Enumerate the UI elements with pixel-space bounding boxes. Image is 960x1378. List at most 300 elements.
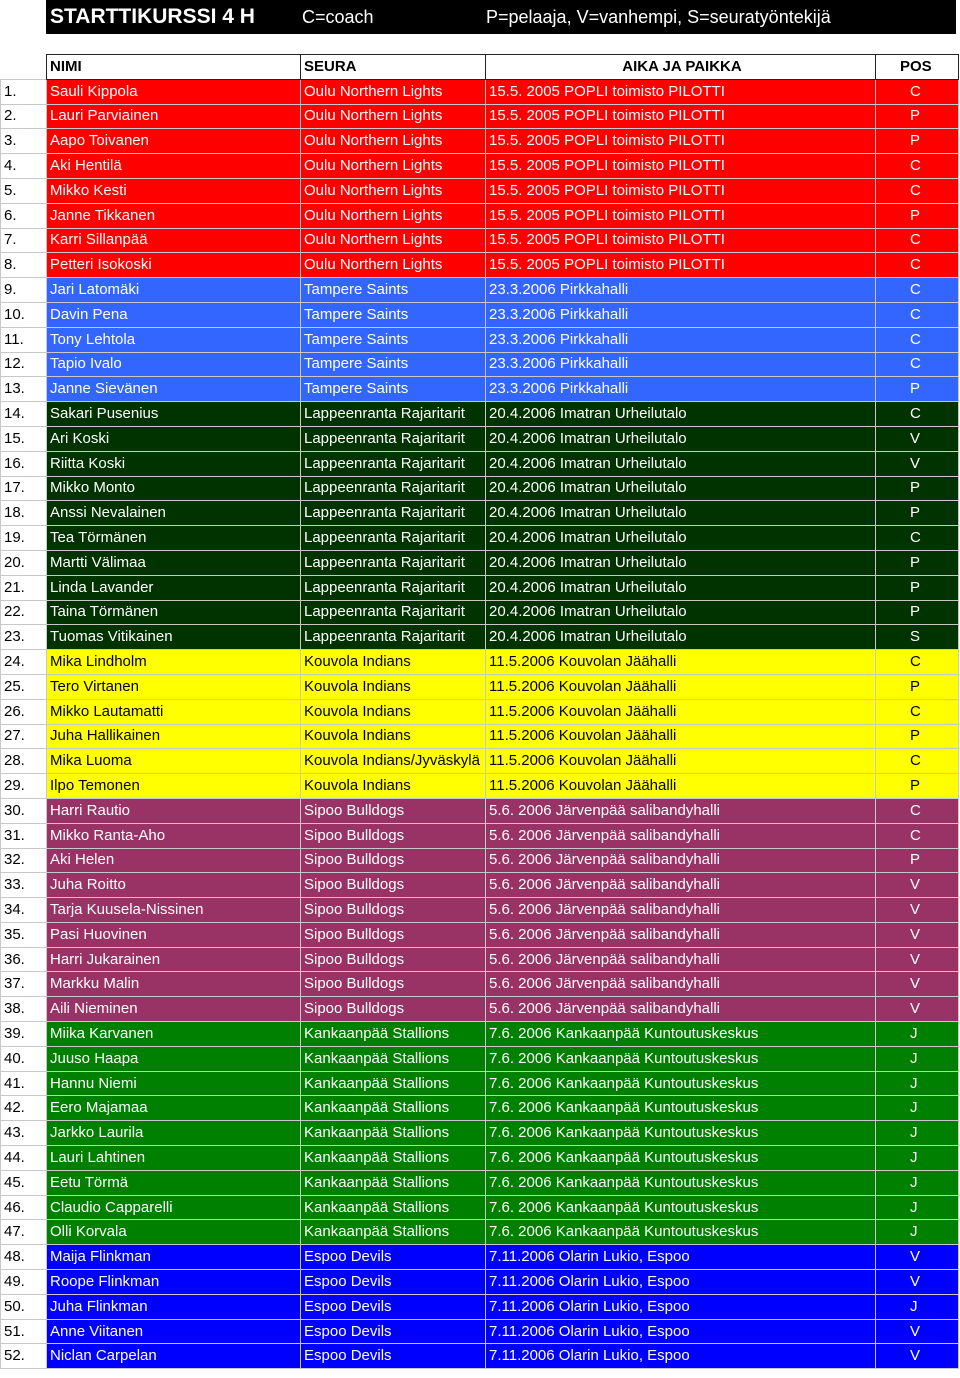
role-code: C — [876, 228, 959, 253]
table-row — [1, 526, 959, 551]
participant-name: Tony Lehtola — [47, 327, 301, 352]
role-code: C — [876, 650, 959, 675]
role-code: V — [876, 426, 959, 451]
row-number: 10. — [1, 302, 47, 327]
club-name: Oulu Northern Lights — [301, 253, 486, 278]
club-name: Kankaanpää Stallions — [301, 1121, 486, 1146]
row-number: 23. — [1, 625, 47, 650]
participant-name: Aapo Toivanen — [47, 129, 301, 154]
table-row — [1, 426, 959, 451]
table-row — [1, 1046, 959, 1071]
course-time-place: 15.5. 2005 POPLI toimisto PILOTTI — [486, 104, 876, 129]
club-name: Espoo Devils — [301, 1294, 486, 1319]
club-name: Sipoo Bulldogs — [301, 922, 486, 947]
club-name: Lappeenranta Rajaritarit — [301, 575, 486, 600]
role-code: V — [876, 451, 959, 476]
role-code: C — [876, 327, 959, 352]
course-time-place: 15.5. 2005 POPLI toimisto PILOTTI — [486, 228, 876, 253]
club-name: Kouvola Indians — [301, 774, 486, 799]
participant-name: Eero Majamaa — [47, 1096, 301, 1121]
participant-name: Riitta Koski — [47, 451, 301, 476]
club-name: Lappeenranta Rajaritarit — [301, 600, 486, 625]
participant-name: Tuomas Vitikainen — [47, 625, 301, 650]
club-name: Tampere Saints — [301, 327, 486, 352]
table-row — [1, 848, 959, 873]
row-number: 19. — [1, 526, 47, 551]
course-time-place: 7.6. 2006 Kankaanpää Kuntoutuskeskus — [486, 1096, 876, 1121]
course-time-place: 7.6. 2006 Kankaanpää Kuntoutuskeskus — [486, 1121, 876, 1146]
role-code: P — [876, 724, 959, 749]
course-time-place: 7.11.2006 Olarin Lukio, Espoo — [486, 1294, 876, 1319]
table-row — [1, 327, 959, 352]
participant-name: Aki Helen — [47, 848, 301, 873]
course-time-place: 5.6. 2006 Järvenpää salibandyhalli — [486, 997, 876, 1022]
participant-name: Juuso Haapa — [47, 1046, 301, 1071]
row-number: 16. — [1, 451, 47, 476]
course-time-place: 23.3.2006 Pirkkahalli — [486, 278, 876, 303]
participant-name: Davin Pena — [47, 302, 301, 327]
role-code: J — [876, 1121, 959, 1146]
role-code: C — [876, 699, 959, 724]
role-code: C — [876, 798, 959, 823]
role-code: C — [876, 253, 959, 278]
course-time-place: 15.5. 2005 POPLI toimisto PILOTTI — [486, 79, 876, 104]
header-row — [1, 55, 959, 80]
course-time-place: 20.4.2006 Imatran Urheilutalo — [486, 426, 876, 451]
table-row — [1, 774, 959, 799]
row-number: 9. — [1, 278, 47, 303]
participant-name: Niclan Carpelan — [47, 1344, 301, 1369]
club-name: Kouvola Indians — [301, 699, 486, 724]
club-name: Sipoo Bulldogs — [301, 848, 486, 873]
table-row — [1, 1146, 959, 1171]
row-number: 38. — [1, 997, 47, 1022]
course-time-place: 7.6. 2006 Kankaanpää Kuntoutuskeskus — [486, 1022, 876, 1047]
club-name: Kankaanpää Stallions — [301, 1046, 486, 1071]
row-number: 50. — [1, 1294, 47, 1319]
table-row — [1, 575, 959, 600]
table-row — [1, 823, 959, 848]
participant-name: Juha Flinkman — [47, 1294, 301, 1319]
role-code: P — [876, 501, 959, 526]
table-row — [1, 451, 959, 476]
table-row — [1, 947, 959, 972]
row-number: 43. — [1, 1121, 47, 1146]
club-name: Sipoo Bulldogs — [301, 947, 486, 972]
course-time-place: 5.6. 2006 Järvenpää salibandyhalli — [486, 972, 876, 997]
participant-name: Janne Tikkanen — [47, 203, 301, 228]
course-time-place: 7.11.2006 Olarin Lukio, Espoo — [486, 1270, 876, 1295]
club-name: Tampere Saints — [301, 352, 486, 377]
role-code: C — [876, 823, 959, 848]
participant-name: Mikko Lautamatti — [47, 699, 301, 724]
role-code: C — [876, 402, 959, 427]
course-time-place: 23.3.2006 Pirkkahalli — [486, 302, 876, 327]
table-row — [1, 650, 959, 675]
row-number: 39. — [1, 1022, 47, 1047]
participant-name: Markku Malin — [47, 972, 301, 997]
course-time-place: 15.5. 2005 POPLI toimisto PILOTTI — [486, 178, 876, 203]
club-name: Oulu Northern Lights — [301, 228, 486, 253]
participant-name: Tea Törmänen — [47, 526, 301, 551]
table-row — [1, 1071, 959, 1096]
row-number: 8. — [1, 253, 47, 278]
club-name: Espoo Devils — [301, 1344, 486, 1369]
table-row — [1, 1319, 959, 1344]
row-number: 21. — [1, 575, 47, 600]
role-code: J — [876, 1170, 959, 1195]
course-time-place: 7.6. 2006 Kankaanpää Kuntoutuskeskus — [486, 1146, 876, 1171]
role-code: J — [876, 1096, 959, 1121]
course-time-place: 7.6. 2006 Kankaanpää Kuntoutuskeskus — [486, 1046, 876, 1071]
course-time-place: 23.3.2006 Pirkkahalli — [486, 327, 876, 352]
club-name: Tampere Saints — [301, 302, 486, 327]
role-code: V — [876, 898, 959, 923]
participant-name: Mikko Monto — [47, 476, 301, 501]
participant-name: Tero Virtanen — [47, 674, 301, 699]
participant-name: Aili Nieminen — [47, 997, 301, 1022]
participant-name: Harri Jukarainen — [47, 947, 301, 972]
participant-name: Mika Lindholm — [47, 650, 301, 675]
table-row — [1, 1220, 959, 1245]
participant-name: Karri Sillanpää — [47, 228, 301, 253]
club-name: Lappeenranta Rajaritarit — [301, 476, 486, 501]
row-number: 4. — [1, 154, 47, 179]
participants-table — [0, 54, 959, 1369]
club-name: Sipoo Bulldogs — [301, 798, 486, 823]
row-number: 47. — [1, 1220, 47, 1245]
participant-name: Taina Törmänen — [47, 600, 301, 625]
row-number: 13. — [1, 377, 47, 402]
club-name: Sipoo Bulldogs — [301, 898, 486, 923]
row-number: 49. — [1, 1270, 47, 1295]
table-row — [1, 1121, 959, 1146]
role-code: P — [876, 550, 959, 575]
header-number — [1, 55, 47, 80]
row-number: 30. — [1, 798, 47, 823]
role-code: C — [876, 79, 959, 104]
club-name: Lappeenranta Rajaritarit — [301, 451, 486, 476]
row-number: 44. — [1, 1146, 47, 1171]
course-time-place: 15.5. 2005 POPLI toimisto PILOTTI — [486, 129, 876, 154]
table-row — [1, 1195, 959, 1220]
header-time-place: AIKA JA PAIKKA — [486, 55, 876, 80]
course-time-place: 7.6. 2006 Kankaanpää Kuntoutuskeskus — [486, 1195, 876, 1220]
row-number: 41. — [1, 1071, 47, 1096]
participant-name: Lauri Lahtinen — [47, 1146, 301, 1171]
role-legend: P=pelaaja, V=vanhempi, S=seuratyöntekijä — [486, 7, 831, 27]
row-number: 34. — [1, 898, 47, 923]
row-number: 20. — [1, 550, 47, 575]
header-name: NIMI — [47, 55, 301, 80]
row-number: 42. — [1, 1096, 47, 1121]
role-code: J — [876, 1294, 959, 1319]
course-time-place: 20.4.2006 Imatran Urheilutalo — [486, 575, 876, 600]
club-name: Kankaanpää Stallions — [301, 1195, 486, 1220]
club-name: Kankaanpää Stallions — [301, 1170, 486, 1195]
role-code: V — [876, 922, 959, 947]
table-row — [1, 129, 959, 154]
course-time-place: 11.5.2006 Kouvolan Jäähalli — [486, 724, 876, 749]
table-row — [1, 476, 959, 501]
row-number: 46. — [1, 1195, 47, 1220]
table-row — [1, 302, 959, 327]
row-number: 15. — [1, 426, 47, 451]
course-time-place: 5.6. 2006 Järvenpää salibandyhalli — [486, 873, 876, 898]
role-code: V — [876, 1245, 959, 1270]
participant-name: Juha Roitto — [47, 873, 301, 898]
role-code: P — [876, 674, 959, 699]
course-time-place: 23.3.2006 Pirkkahalli — [486, 377, 876, 402]
course-time-place: 7.11.2006 Olarin Lukio, Espoo — [486, 1344, 876, 1369]
row-number: 33. — [1, 873, 47, 898]
participant-name: Janne Sievänen — [47, 377, 301, 402]
table-row — [1, 873, 959, 898]
row-number: 29. — [1, 774, 47, 799]
table-row — [1, 1270, 959, 1295]
row-number: 6. — [1, 203, 47, 228]
club-name: Kouvola Indians/Jyväskylä — [301, 749, 486, 774]
table-row — [1, 1245, 959, 1270]
table-row — [1, 278, 959, 303]
table-row — [1, 997, 959, 1022]
club-name: Tampere Saints — [301, 278, 486, 303]
club-name: Sipoo Bulldogs — [301, 823, 486, 848]
table-row — [1, 898, 959, 923]
club-name: Oulu Northern Lights — [301, 129, 486, 154]
role-code: J — [876, 1146, 959, 1171]
header-pos: POS — [876, 55, 959, 80]
club-name: Oulu Northern Lights — [301, 79, 486, 104]
row-number: 24. — [1, 650, 47, 675]
course-time-place: 5.6. 2006 Järvenpää salibandyhalli — [486, 848, 876, 873]
page-title: STARTTIKURSSI 4 H — [50, 5, 255, 28]
role-code: J — [876, 1071, 959, 1096]
club-name: Kankaanpää Stallions — [301, 1022, 486, 1047]
role-code: V — [876, 972, 959, 997]
role-code: V — [876, 947, 959, 972]
role-code: P — [876, 600, 959, 625]
row-number: 51. — [1, 1319, 47, 1344]
course-time-place: 7.6. 2006 Kankaanpää Kuntoutuskeskus — [486, 1071, 876, 1096]
table-row — [1, 674, 959, 699]
club-name: Lappeenranta Rajaritarit — [301, 550, 486, 575]
participant-name: Mika Luoma — [47, 749, 301, 774]
title-bar — [46, 0, 956, 34]
row-number: 45. — [1, 1170, 47, 1195]
club-name: Lappeenranta Rajaritarit — [301, 501, 486, 526]
participant-name: Ilpo Temonen — [47, 774, 301, 799]
role-code: P — [876, 377, 959, 402]
course-time-place: 5.6. 2006 Järvenpää salibandyhalli — [486, 947, 876, 972]
club-name: Espoo Devils — [301, 1319, 486, 1344]
club-name: Kankaanpää Stallions — [301, 1096, 486, 1121]
club-name: Kankaanpää Stallions — [301, 1071, 486, 1096]
table-row — [1, 352, 959, 377]
participant-name: Lauri Parviainen — [47, 104, 301, 129]
row-number: 35. — [1, 922, 47, 947]
club-name: Kouvola Indians — [301, 650, 486, 675]
club-name: Tampere Saints — [301, 377, 486, 402]
table-row — [1, 402, 959, 427]
course-time-place: 23.3.2006 Pirkkahalli — [486, 352, 876, 377]
role-code: C — [876, 352, 959, 377]
role-code: S — [876, 625, 959, 650]
role-code: J — [876, 1195, 959, 1220]
participant-name: Claudio Capparelli — [47, 1195, 301, 1220]
table-row — [1, 1022, 959, 1047]
club-name: Espoo Devils — [301, 1245, 486, 1270]
table-row — [1, 1170, 959, 1195]
role-code: J — [876, 1220, 959, 1245]
row-number: 52. — [1, 1344, 47, 1369]
participant-name: Pasi Huovinen — [47, 922, 301, 947]
table-row — [1, 154, 959, 179]
club-name: Oulu Northern Lights — [301, 104, 486, 129]
role-code: C — [876, 749, 959, 774]
course-time-place: 15.5. 2005 POPLI toimisto PILOTTI — [486, 203, 876, 228]
participant-name: Roope Flinkman — [47, 1270, 301, 1295]
table-row — [1, 104, 959, 129]
role-code: V — [876, 1270, 959, 1295]
row-number: 27. — [1, 724, 47, 749]
course-time-place: 7.11.2006 Olarin Lukio, Espoo — [486, 1319, 876, 1344]
role-code: J — [876, 1022, 959, 1047]
table-row — [1, 749, 959, 774]
club-name: Oulu Northern Lights — [301, 154, 486, 179]
role-code: P — [876, 575, 959, 600]
course-time-place: 20.4.2006 Imatran Urheilutalo — [486, 501, 876, 526]
table-row — [1, 79, 959, 104]
club-name: Kouvola Indians — [301, 674, 486, 699]
participant-name: Linda Lavander — [47, 575, 301, 600]
participant-name: Jarkko Laurila — [47, 1121, 301, 1146]
table-row — [1, 798, 959, 823]
course-time-place: 5.6. 2006 Järvenpää salibandyhalli — [486, 898, 876, 923]
row-number: 11. — [1, 327, 47, 352]
course-time-place: 11.5.2006 Kouvolan Jäähalli — [486, 774, 876, 799]
role-code: C — [876, 154, 959, 179]
participant-name: Eetu Törmä — [47, 1170, 301, 1195]
row-number: 32. — [1, 848, 47, 873]
course-time-place: 5.6. 2006 Järvenpää salibandyhalli — [486, 798, 876, 823]
course-time-place: 5.6. 2006 Järvenpää salibandyhalli — [486, 823, 876, 848]
course-time-place: 11.5.2006 Kouvolan Jäähalli — [486, 650, 876, 675]
table-row — [1, 377, 959, 402]
row-number: 37. — [1, 972, 47, 997]
club-name: Kankaanpää Stallions — [301, 1146, 486, 1171]
participant-name: Sakari Pusenius — [47, 402, 301, 427]
row-number: 17. — [1, 476, 47, 501]
course-time-place: 20.4.2006 Imatran Urheilutalo — [486, 402, 876, 427]
row-number: 25. — [1, 674, 47, 699]
row-number: 36. — [1, 947, 47, 972]
course-time-place: 20.4.2006 Imatran Urheilutalo — [486, 526, 876, 551]
table-row — [1, 228, 959, 253]
participant-name: Mikko Kesti — [47, 178, 301, 203]
club-name: Lappeenranta Rajaritarit — [301, 625, 486, 650]
participant-name: Harri Rautio — [47, 798, 301, 823]
participant-name: Ari Koski — [47, 426, 301, 451]
course-time-place: 11.5.2006 Kouvolan Jäähalli — [486, 674, 876, 699]
role-code: V — [876, 873, 959, 898]
role-code: P — [876, 129, 959, 154]
club-name: Espoo Devils — [301, 1270, 486, 1295]
club-name: Lappeenranta Rajaritarit — [301, 426, 486, 451]
role-code: P — [876, 104, 959, 129]
role-code: V — [876, 1319, 959, 1344]
row-number: 26. — [1, 699, 47, 724]
role-code: P — [876, 848, 959, 873]
course-time-place: 20.4.2006 Imatran Urheilutalo — [486, 451, 876, 476]
row-number: 2. — [1, 104, 47, 129]
course-time-place: 7.6. 2006 Kankaanpää Kuntoutuskeskus — [486, 1170, 876, 1195]
header-club: SEURA — [301, 55, 486, 80]
participant-name: Petteri Isokoski — [47, 253, 301, 278]
course-time-place: 11.5.2006 Kouvolan Jäähalli — [486, 699, 876, 724]
table-row — [1, 550, 959, 575]
club-name: Kankaanpää Stallions — [301, 1220, 486, 1245]
row-number: 1. — [1, 79, 47, 104]
row-number: 28. — [1, 749, 47, 774]
course-time-place: 20.4.2006 Imatran Urheilutalo — [486, 476, 876, 501]
course-time-place: 5.6. 2006 Järvenpää salibandyhalli — [486, 922, 876, 947]
participant-name: Olli Korvala — [47, 1220, 301, 1245]
club-name: Sipoo Bulldogs — [301, 972, 486, 997]
row-number: 22. — [1, 600, 47, 625]
table-row — [1, 1294, 959, 1319]
row-number: 18. — [1, 501, 47, 526]
participant-name: Anssi Nevalainen — [47, 501, 301, 526]
table-row — [1, 253, 959, 278]
table-row — [1, 203, 959, 228]
course-time-place: 7.6. 2006 Kankaanpää Kuntoutuskeskus — [486, 1220, 876, 1245]
row-number: 12. — [1, 352, 47, 377]
table-row — [1, 972, 959, 997]
role-code: V — [876, 997, 959, 1022]
participant-name: Juha Hallikainen — [47, 724, 301, 749]
coach-legend: C=coach — [302, 7, 374, 27]
row-number: 5. — [1, 178, 47, 203]
club-name: Kouvola Indians — [301, 724, 486, 749]
table-row — [1, 922, 959, 947]
table-row — [1, 600, 959, 625]
row-number: 3. — [1, 129, 47, 154]
role-code: C — [876, 178, 959, 203]
course-time-place: 15.5. 2005 POPLI toimisto PILOTTI — [486, 253, 876, 278]
participant-name: Maija Flinkman — [47, 1245, 301, 1270]
club-name: Oulu Northern Lights — [301, 178, 486, 203]
row-number: 14. — [1, 402, 47, 427]
course-time-place: 7.11.2006 Olarin Lukio, Espoo — [486, 1245, 876, 1270]
row-number: 7. — [1, 228, 47, 253]
row-number: 48. — [1, 1245, 47, 1270]
participant-name: Tapio Ivalo — [47, 352, 301, 377]
role-code: P — [876, 774, 959, 799]
club-name: Sipoo Bulldogs — [301, 997, 486, 1022]
course-time-place: 20.4.2006 Imatran Urheilutalo — [486, 600, 876, 625]
club-name: Oulu Northern Lights — [301, 203, 486, 228]
role-code: C — [876, 278, 959, 303]
table-row — [1, 178, 959, 203]
course-time-place: 20.4.2006 Imatran Urheilutalo — [486, 625, 876, 650]
course-time-place: 15.5. 2005 POPLI toimisto PILOTTI — [486, 154, 876, 179]
row-number: 31. — [1, 823, 47, 848]
table-row — [1, 699, 959, 724]
club-name: Lappeenranta Rajaritarit — [301, 526, 486, 551]
participant-name: Miika Karvanen — [47, 1022, 301, 1047]
participant-name: Hannu Niemi — [47, 1071, 301, 1096]
